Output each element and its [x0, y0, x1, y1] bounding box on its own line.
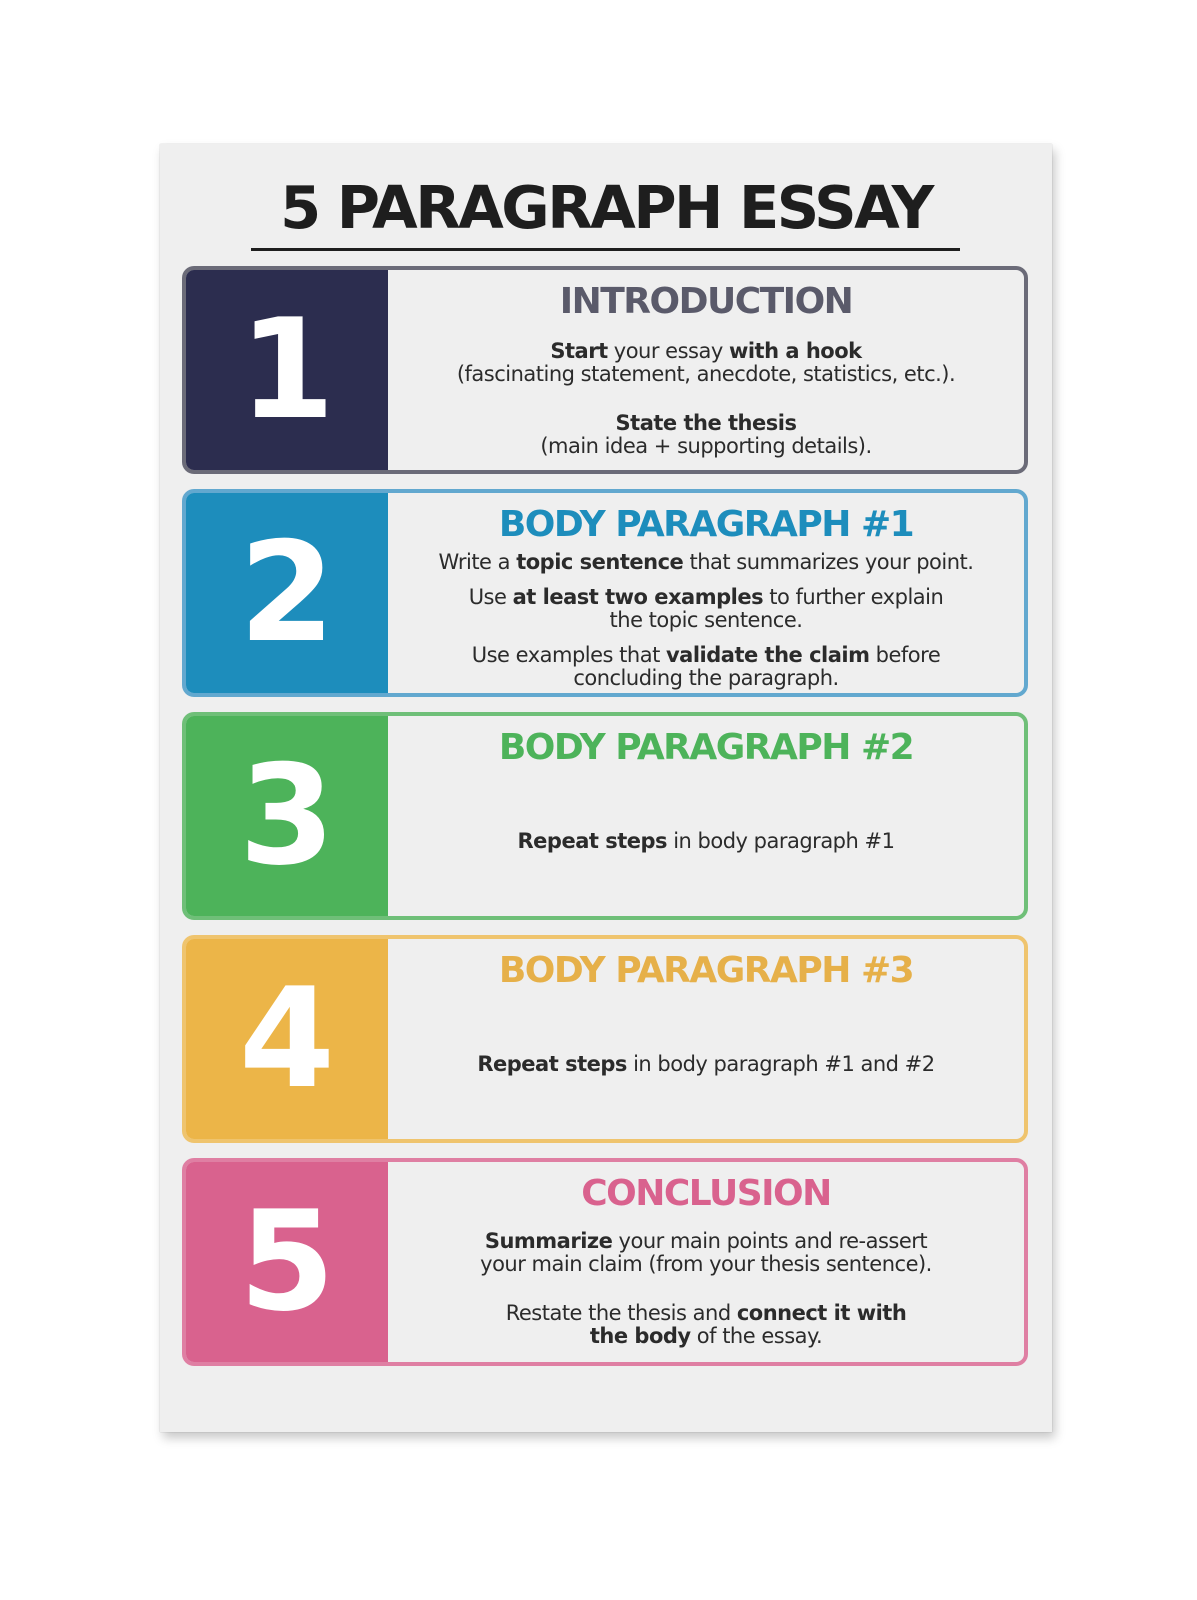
conclusion-line-4: the body of the essay. [589, 1324, 823, 1348]
body2-line-1: Repeat steps in body paragraph #1 [517, 829, 895, 853]
poster-title: 5 PARAGRAPH ESSAY [280, 173, 932, 242]
body1-line-3: the topic sentence. [609, 608, 803, 632]
number-block [186, 493, 388, 693]
number-block [186, 270, 388, 470]
section-heading: BODY PARAGRAPH #2 [498, 727, 914, 768]
intro-line-4: (main idea + supporting details). [540, 434, 872, 458]
section-heading: BODY PARAGRAPH #1 [498, 504, 914, 545]
conclusion-line-1: Summarize your main points and re-assert [484, 1229, 928, 1253]
section-content [388, 493, 1024, 693]
body3-line-1: Repeat steps in body paragraph #1 and #2 [477, 1052, 935, 1076]
intro-line-3: State the thesis [615, 411, 797, 435]
section-content [388, 716, 1024, 916]
section-content [388, 270, 1024, 470]
intro-line-2: (fascinating statement, anecdote, statistics, etc.). [456, 362, 956, 386]
conclusion-line-3: Restate the thesis and connect it with [505, 1301, 907, 1325]
section-heading: BODY PARAGRAPH #3 [498, 950, 914, 991]
section-number: 2 [238, 512, 336, 673]
number-block [186, 939, 388, 1139]
poster [160, 144, 1052, 1432]
body1-line-2: Use at least two examples to further explain [468, 585, 944, 609]
section-number: 4 [238, 958, 336, 1119]
section-number: 1 [238, 289, 336, 450]
title-underline [251, 248, 960, 251]
section-introduction [182, 266, 1028, 474]
section-heading: CONCLUSION [581, 1173, 831, 1214]
section-body-paragraph-2 [182, 712, 1028, 920]
conclusion-line-2: your main claim (from your thesis sentence). [480, 1252, 932, 1276]
body1-line-5: concluding the paragraph. [573, 666, 839, 690]
section-content [388, 1162, 1024, 1362]
section-conclusion [182, 1158, 1028, 1366]
section-content [388, 939, 1024, 1139]
section-body-paragraph-1 [182, 489, 1028, 697]
number-block [186, 1162, 388, 1362]
intro-line-1: Start your essay with a hook [550, 339, 862, 363]
number-block [186, 716, 388, 916]
section-number: 3 [238, 735, 336, 896]
section-body-paragraph-3 [182, 935, 1028, 1143]
body1-line-1: Write a topic sentence that summarizes your point. [438, 550, 974, 574]
section-heading: INTRODUCTION [559, 281, 853, 322]
section-number: 5 [238, 1181, 336, 1342]
body1-line-4: Use examples that validate the claim before [471, 643, 941, 667]
